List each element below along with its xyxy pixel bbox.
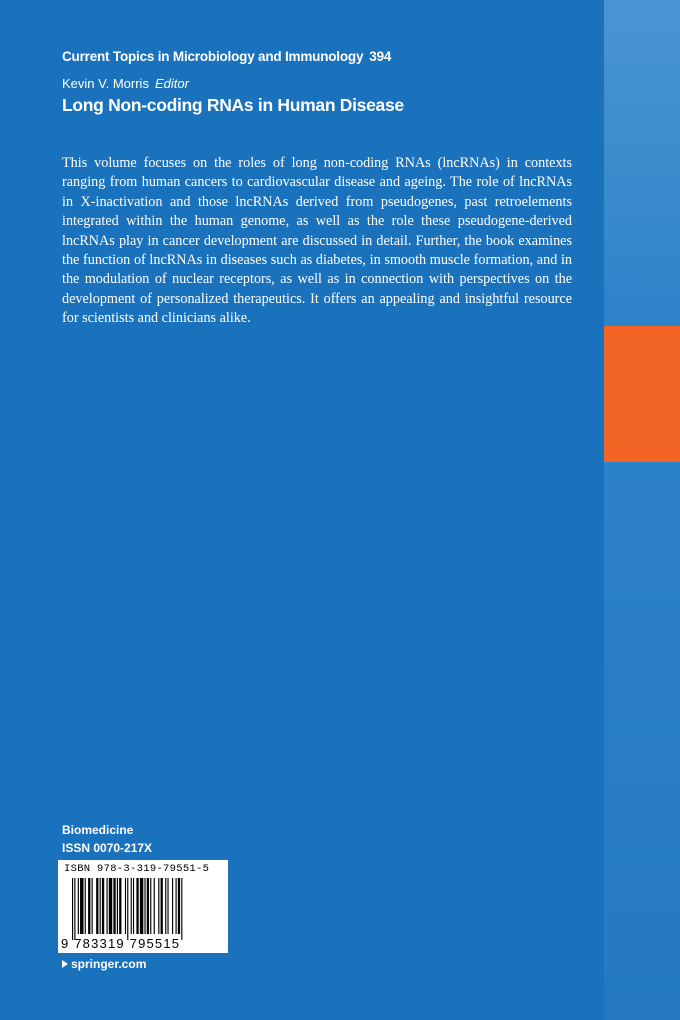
series-title: Current Topics in Microbiology and Immunology xyxy=(62,49,364,64)
spine-color-strip xyxy=(604,0,680,1020)
series-line xyxy=(62,49,391,64)
isbn-number: ISBN 978-3-319-79551-5 xyxy=(64,863,210,875)
editor-role: Editor xyxy=(154,76,189,91)
subject-category: Biomedicine xyxy=(62,823,134,837)
issn-number: ISSN 0070-217X xyxy=(62,841,153,855)
volume-number: 394 xyxy=(369,49,392,64)
orange-accent-block xyxy=(604,326,680,462)
editor-name: Kevin V. Morris xyxy=(62,76,149,91)
book-description: This volume focuses on the roles of long non-coding RNAs (lncRNAs) in contexts ranging from human cancers to cardiovascular disease and ageing. The role of lncRNAs in X-inactivation and those lncRNAs derived from pseudogenes, past retroelements integrated within the human genome, as well as the role these pseudogene-derived lncRNAs play in cancer development are discussed in detail. Further, the book examines the function of lncRNAs in diseases such as diabetes, in smooth muscle formation, and in the modulation of nuclear receptors, as well as in connection with perspectives on the development of personalized therapeutics. It offers an appealing and insightful resource for scientists and clinicians alike. xyxy=(62,155,572,327)
website-text: springer.com xyxy=(71,957,147,971)
barcode xyxy=(58,860,228,953)
publisher-website-link[interactable] xyxy=(62,957,146,971)
book-title: Long Non-coding RNAs in Human Disease xyxy=(62,95,404,115)
editor-line xyxy=(62,76,189,91)
ean-number: 9 783319 795515 xyxy=(61,936,181,951)
arrow-right-icon xyxy=(62,960,68,968)
